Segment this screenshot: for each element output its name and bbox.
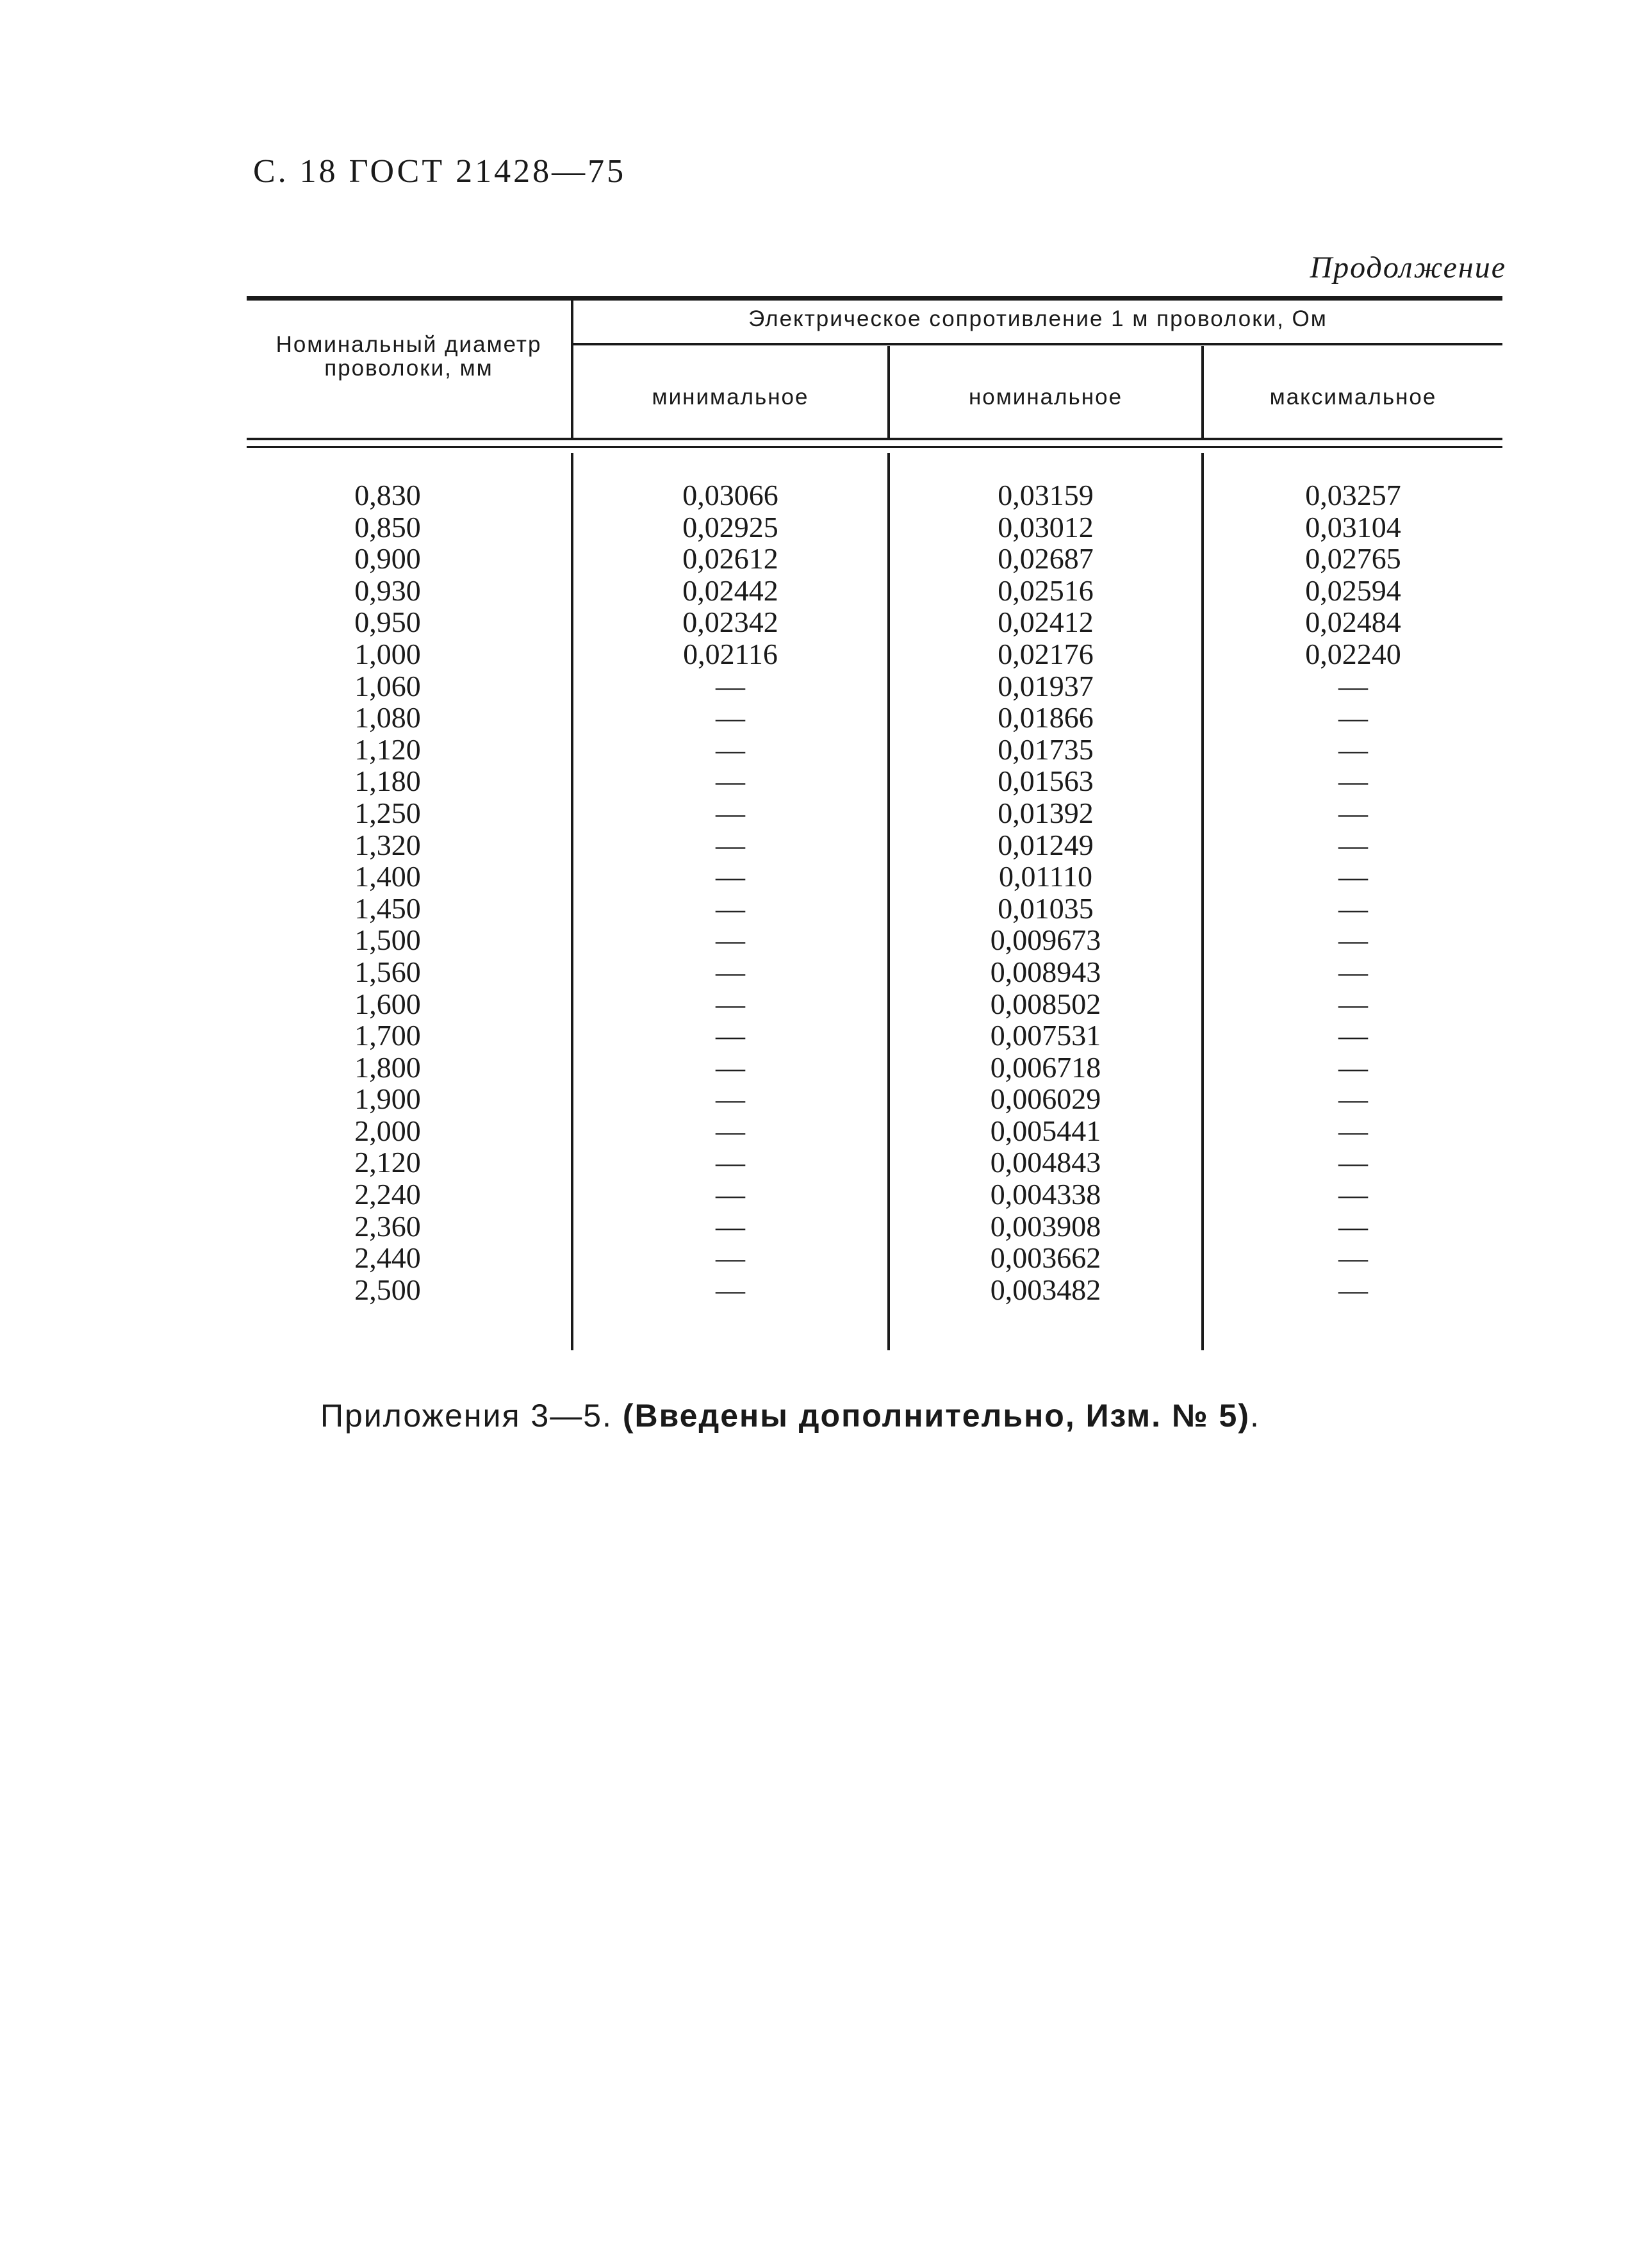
header-diameter: Номинальный диаметр проволоки, мм [275, 332, 542, 381]
cell-nominal: 0,01035 [998, 891, 1094, 925]
cell-minimum: — [716, 955, 745, 988]
cell-nominal: 0,01866 [998, 701, 1094, 734]
cell-minimum: 0,03066 [682, 479, 778, 511]
footer-suffix: . [1250, 1398, 1260, 1434]
cell-maximum: 0,02484 [1305, 606, 1401, 639]
cell-maximum: — [1338, 987, 1368, 1020]
cell-diameter: 1,080 [354, 701, 421, 734]
cell-maximum: 0,03104 [1305, 510, 1401, 543]
cell-minimum: — [716, 1178, 745, 1211]
cell-nominal: 0,009673 [990, 923, 1101, 957]
cell-maximum: — [1338, 765, 1368, 798]
cell-minimum: — [716, 891, 745, 925]
cell-nominal: 0,006029 [990, 1082, 1101, 1116]
cell-maximum: — [1338, 891, 1368, 925]
cell-maximum: — [1338, 1209, 1368, 1243]
table-row [247, 797, 1502, 829]
cell-maximum: — [1338, 828, 1368, 861]
table-row [247, 1052, 1502, 1084]
footer-bold: (Введены дополнительно, Изм. № 5) [622, 1398, 1251, 1434]
cell-nominal: 0,03159 [998, 479, 1094, 511]
cell-diameter: 1,400 [354, 860, 421, 893]
cell-maximum: — [1338, 923, 1368, 957]
cell-maximum: 0,03257 [1305, 479, 1401, 511]
cell-minimum: — [716, 1209, 745, 1243]
cell-maximum: 0,02240 [1305, 637, 1401, 670]
cell-minimum: 0,02612 [682, 542, 778, 575]
table-row [247, 988, 1502, 1020]
cell-maximum: — [1338, 860, 1368, 893]
cell-diameter: 2,240 [354, 1178, 421, 1211]
header-bottom-rule-2 [247, 446, 1502, 448]
table-row [247, 1179, 1502, 1211]
continuation-label: Продолжение [1310, 251, 1506, 285]
cell-diameter: 1,800 [354, 1050, 421, 1084]
cell-nominal: 0,01563 [998, 765, 1094, 798]
cell-maximum: — [1338, 1146, 1368, 1179]
header-resistance-group: Электрическое сопротивление 1 м проволоки, Ом [748, 306, 1328, 331]
cell-maximum: — [1338, 1082, 1368, 1116]
table-row [247, 893, 1502, 925]
cell-diameter: 1,450 [354, 891, 421, 925]
table-row [247, 861, 1502, 893]
cell-nominal: 0,008502 [990, 987, 1101, 1020]
cell-nominal: 0,02412 [998, 606, 1094, 639]
group-header-rule [572, 343, 1502, 345]
cell-diameter: 1,560 [354, 955, 421, 988]
footer-prefix: Приложения 3—5. [320, 1398, 623, 1434]
cell-minimum: — [716, 1114, 745, 1147]
cell-maximum: — [1338, 669, 1368, 702]
table-row [247, 956, 1502, 988]
cell-diameter: 2,500 [354, 1273, 421, 1306]
cell-nominal: 0,01392 [998, 796, 1094, 829]
table-row [247, 765, 1502, 797]
cell-nominal: 0,008943 [990, 955, 1101, 988]
cell-nominal: 0,007531 [990, 1019, 1101, 1052]
cell-diameter: 2,000 [354, 1114, 421, 1147]
table-row [247, 543, 1502, 575]
cell-minimum: — [716, 669, 745, 702]
cell-maximum: 0,02765 [1305, 542, 1401, 575]
cell-nominal: 0,003908 [990, 1209, 1101, 1243]
header-nominal: номинальное [968, 385, 1123, 410]
cell-minimum: — [716, 796, 745, 829]
header-maximum: максимальное [1269, 385, 1437, 410]
cell-minimum: — [716, 1050, 745, 1084]
cell-nominal: 0,003482 [990, 1273, 1101, 1306]
cell-maximum: — [1338, 1019, 1368, 1052]
cell-minimum: 0,02342 [682, 606, 778, 639]
cell-maximum: — [1338, 701, 1368, 734]
cell-nominal: 0,02687 [998, 542, 1094, 575]
table-row [247, 1020, 1502, 1052]
cell-nominal: 0,004843 [990, 1146, 1101, 1179]
cell-maximum: — [1338, 955, 1368, 988]
table-row [247, 1146, 1502, 1179]
cell-diameter: 2,120 [354, 1146, 421, 1179]
table-row [247, 511, 1502, 543]
cell-nominal: 0,03012 [998, 510, 1094, 543]
cell-diameter: 1,120 [354, 733, 421, 766]
cell-diameter: 0,900 [354, 542, 421, 575]
cell-diameter: 0,930 [354, 574, 421, 607]
page-header: С. 18 ГОСТ 21428—75 [253, 153, 627, 190]
cell-diameter: 1,320 [354, 828, 421, 861]
cell-maximum: — [1338, 1241, 1368, 1275]
cell-nominal: 0,005441 [990, 1114, 1101, 1147]
cell-minimum: — [716, 860, 745, 893]
table-row [247, 1083, 1502, 1115]
cell-maximum: — [1338, 1050, 1368, 1084]
cell-diameter: 1,600 [354, 987, 421, 1020]
cell-minimum: — [716, 1082, 745, 1116]
table-row [247, 702, 1502, 734]
cell-nominal: 0,01249 [998, 828, 1094, 861]
cell-minimum: — [716, 923, 745, 957]
table-body [247, 479, 1502, 1305]
footer-note [320, 1397, 1260, 1434]
cell-maximum: — [1338, 1273, 1368, 1306]
cell-minimum: — [716, 765, 745, 798]
table-row [247, 479, 1502, 511]
cell-diameter: 0,950 [354, 606, 421, 639]
cell-minimum: — [716, 733, 745, 766]
cell-maximum: — [1338, 796, 1368, 829]
cell-minimum: — [716, 701, 745, 734]
cell-nominal: 0,003662 [990, 1241, 1101, 1275]
cell-diameter: 1,250 [354, 796, 421, 829]
table-row [247, 575, 1502, 607]
table-row [247, 1274, 1502, 1306]
cell-diameter: 1,180 [354, 765, 421, 798]
cell-diameter: 2,360 [354, 1209, 421, 1243]
cell-nominal: 0,006718 [990, 1050, 1101, 1084]
table-row [247, 1115, 1502, 1147]
cell-minimum: 0,02925 [682, 510, 778, 543]
cell-diameter: 1,500 [354, 923, 421, 957]
cell-maximum: — [1338, 1114, 1368, 1147]
table-row [247, 1242, 1502, 1274]
table-row [247, 638, 1502, 670]
cell-minimum: — [716, 828, 745, 861]
cell-diameter: 1,900 [354, 1082, 421, 1116]
cell-minimum: — [716, 1146, 745, 1179]
cell-diameter: 1,000 [354, 637, 421, 670]
cell-minimum: — [716, 987, 745, 1020]
cell-maximum: — [1338, 1178, 1368, 1211]
cell-diameter: 0,850 [354, 510, 421, 543]
table-top-rule [247, 296, 1502, 301]
table-row [247, 606, 1502, 638]
cell-nominal: 0,01735 [998, 733, 1094, 766]
cell-diameter: 0,830 [354, 479, 421, 511]
table-row [247, 670, 1502, 702]
cell-minimum: — [716, 1019, 745, 1052]
cell-minimum: — [716, 1273, 745, 1306]
cell-maximum: 0,02594 [1305, 574, 1401, 607]
cell-minimum: 0,02116 [683, 637, 778, 670]
cell-nominal: 0,01937 [998, 669, 1094, 702]
cell-nominal: 0,004338 [990, 1178, 1101, 1211]
cell-diameter: 2,440 [354, 1241, 421, 1275]
cell-nominal: 0,02516 [998, 574, 1094, 607]
cell-nominal: 0,02176 [998, 637, 1094, 670]
header-bottom-rule [247, 438, 1502, 440]
cell-minimum: 0,02442 [682, 574, 778, 607]
cell-minimum: — [716, 1241, 745, 1275]
cell-diameter: 1,060 [354, 669, 421, 702]
table-row [247, 924, 1502, 956]
table-row [247, 829, 1502, 861]
table-row [247, 1211, 1502, 1243]
table-row [247, 734, 1502, 766]
cell-maximum: — [1338, 733, 1368, 766]
header-minimum: минимальное [652, 385, 809, 410]
cell-nominal: 0,01110 [998, 860, 1093, 893]
cell-diameter: 1,700 [354, 1019, 421, 1052]
resistance-table [247, 296, 1502, 1355]
